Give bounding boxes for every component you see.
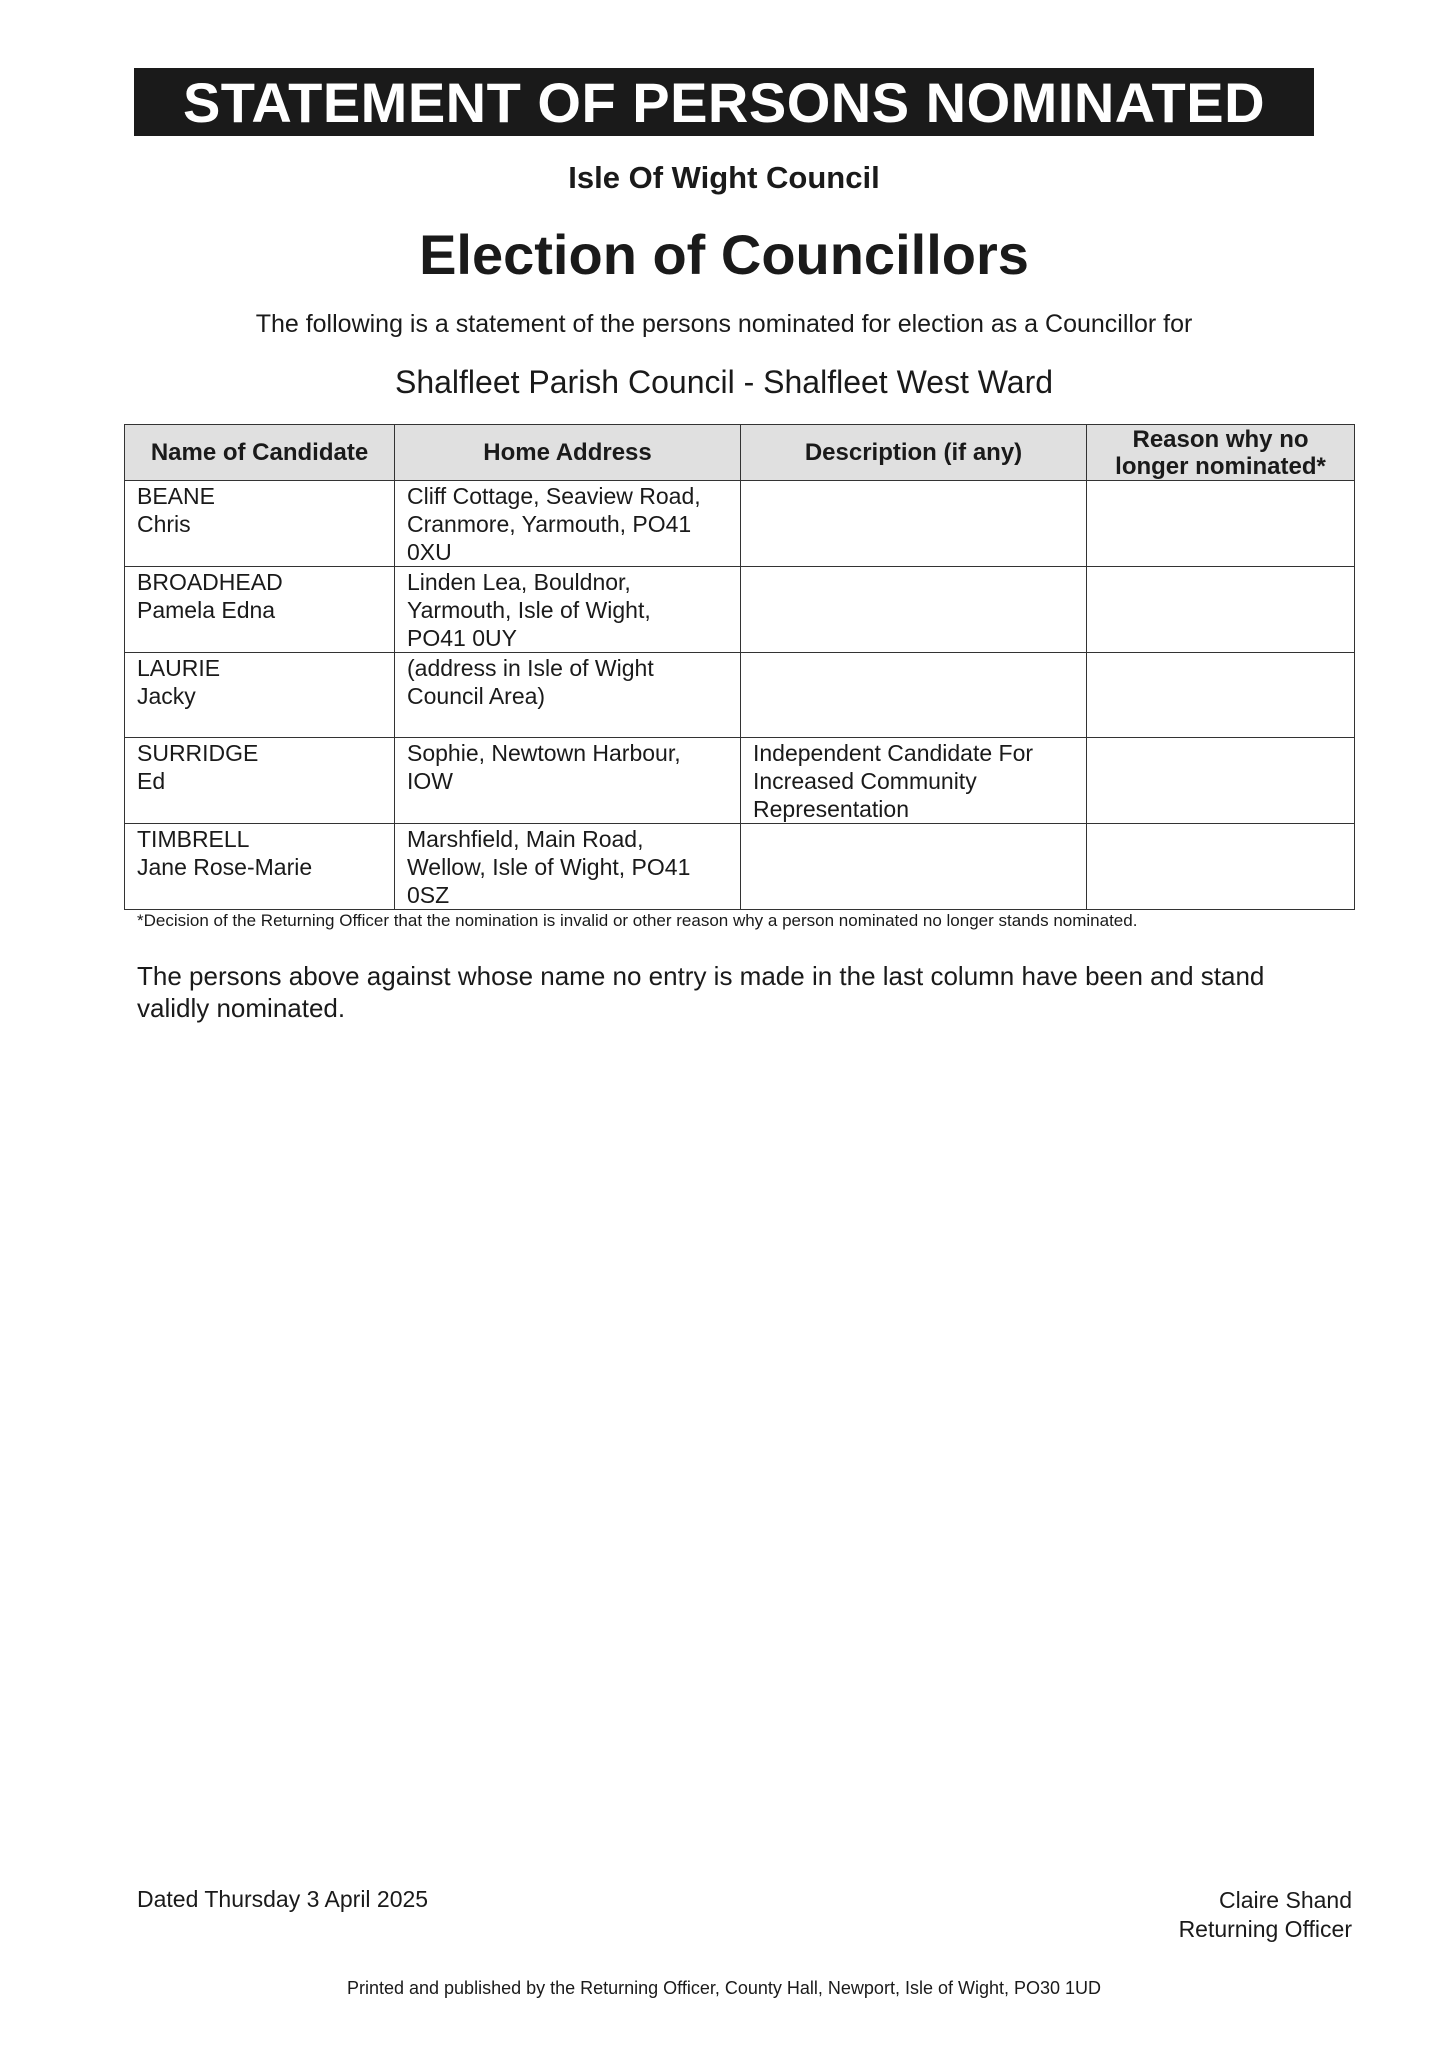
description-line: Increased Community <box>753 768 977 794</box>
candidate-surname: BROADHEAD <box>137 569 283 595</box>
validity-statement: The persons above against whose name no entry is made in the last column have been and stand validly nominated. <box>137 961 1265 1023</box>
header-address: Home Address <box>395 425 741 481</box>
header-description: Description (if any) <box>741 425 1087 481</box>
imprint: Printed and published by the Returning Officer, County Hall, Newport, Isle of Wight, PO30 1UD <box>346 1978 1102 1998</box>
candidate-forenames: Chris <box>137 511 191 537</box>
candidate-forenames: Jane Rose-Marie <box>137 854 313 880</box>
candidate-surname: TIMBRELL <box>137 826 250 852</box>
address-line: Yarmouth, Isle of Wight, <box>407 597 651 623</box>
candidate-forenames: Jacky <box>137 683 196 709</box>
address-line: Cranmore, Yarmouth, PO41 <box>407 511 692 537</box>
candidates-table <box>124 424 1355 910</box>
address-line: Cliff Cottage, Seaview Road, <box>407 483 701 509</box>
candidate-name-cell <box>125 824 395 910</box>
candidate-surname: BEANE <box>137 483 215 509</box>
candidate-name-cell <box>125 481 395 567</box>
home-address-cell <box>395 824 741 910</box>
candidate-forenames: Pamela Edna <box>137 597 276 623</box>
returning-officer <box>1179 1886 1352 1944</box>
header-reason-line: Reason why no <box>1132 425 1309 453</box>
address-line: (address in Isle of Wight <box>407 655 654 681</box>
header-name: Name of Candidate <box>125 425 395 481</box>
address-line: Council Area) <box>407 683 546 709</box>
ward-name: Shalfleet Parish Council - Shalfleet West Ward <box>394 364 1054 400</box>
header-reason-line: longer nominated* <box>1115 452 1326 480</box>
candidate-surname: SURRIDGE <box>137 740 259 766</box>
reason-cell <box>1087 738 1355 824</box>
footnote: *Decision of the Returning Officer that the nomination is invalid or other reason why a person nominated no longer stands nominated. <box>137 911 1138 930</box>
home-address-cell <box>395 481 741 567</box>
table-header-row <box>125 425 1355 481</box>
candidate-surname: LAURIE <box>137 655 221 681</box>
table-row <box>125 738 1355 824</box>
description-cell <box>741 738 1087 824</box>
description-cell <box>741 653 1087 738</box>
description-line: Representation <box>753 796 909 822</box>
header-reason <box>1087 425 1355 481</box>
candidate-forenames: Ed <box>137 768 166 794</box>
table-row <box>125 653 1355 738</box>
address-line: 0SZ <box>407 882 450 908</box>
council-name: Isle Of Wight Council <box>568 160 880 195</box>
address-line: Wellow, Isle of Wight, PO41 <box>407 854 691 880</box>
home-address-cell <box>395 567 741 653</box>
table-row <box>125 824 1355 910</box>
address-line: PO41 0UY <box>407 625 517 651</box>
address-line: IOW <box>407 768 453 794</box>
reason-cell <box>1087 824 1355 910</box>
intro-text: The following is a statement of the persons nominated for election as a Councillor for <box>255 310 1193 338</box>
officer-name: Claire Shand <box>1219 1887 1352 1913</box>
home-address-cell <box>395 738 741 824</box>
candidate-name-cell <box>125 653 395 738</box>
table-row <box>125 567 1355 653</box>
candidate-name-cell <box>125 567 395 653</box>
description-cell <box>741 824 1087 910</box>
address-line: 0XU <box>407 539 452 565</box>
reason-cell <box>1087 567 1355 653</box>
candidate-name-cell <box>125 738 395 824</box>
document-banner: STATEMENT OF PERSONS NOMINATED <box>134 68 1314 136</box>
address-line: Marshfield, Main Road, <box>407 826 644 852</box>
table-row <box>125 481 1355 567</box>
address-line: Sophie, Newtown Harbour, <box>407 740 681 766</box>
description-cell <box>741 567 1087 653</box>
description-line: Independent Candidate For <box>753 740 1034 766</box>
officer-title: Returning Officer <box>1178 1916 1352 1942</box>
reason-cell <box>1087 653 1355 738</box>
home-address-cell <box>395 653 741 738</box>
date-line: Dated Thursday 3 April 2025 <box>137 1886 429 1912</box>
description-cell <box>741 481 1087 567</box>
reason-cell <box>1087 481 1355 567</box>
election-title: Election of Councillors <box>419 223 1029 286</box>
address-line: Linden Lea, Bouldnor, <box>407 569 631 595</box>
